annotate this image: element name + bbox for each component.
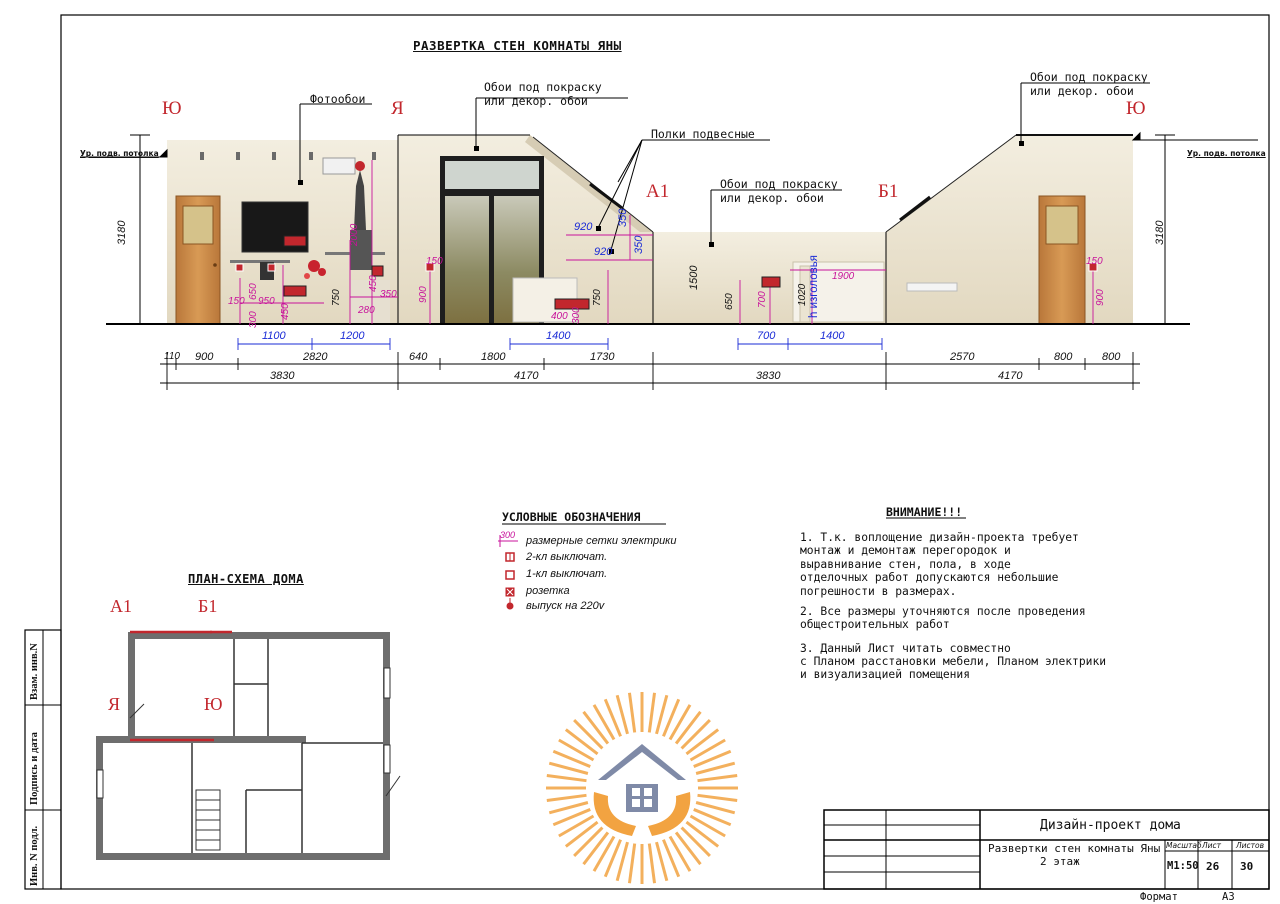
elec-dim: 750: [331, 289, 342, 306]
legend-symbols: [498, 535, 518, 610]
attention-line: 2. Все размеры уточняются после проведения: [800, 605, 1086, 618]
elec-dim: 900: [418, 286, 429, 303]
label-ceiling-right: Ур. подв. потолка: [1187, 149, 1266, 158]
elec-dim: 900: [1095, 289, 1106, 306]
elec-dim: 2000: [349, 223, 360, 246]
elec-dim: 300: [248, 311, 259, 328]
elec-dim: 450: [280, 303, 291, 320]
tb-sheet-name-1: Развертки стен комнаты Яны: [988, 842, 1161, 855]
legend-item-switch-2: 2-кл выключат.: [526, 551, 608, 563]
logo-ray: [574, 828, 602, 856]
format-value: А3: [1222, 891, 1235, 903]
attention-line: 3. Данный Лист читать совместно: [800, 642, 1011, 655]
plan-label-yu: Ю: [204, 694, 223, 714]
height-right: 3180: [1154, 220, 1166, 245]
shelf-dim: 920: [574, 221, 593, 233]
logo-ray: [682, 720, 710, 748]
logo-ray: [698, 795, 738, 800]
logo-ray: [629, 844, 634, 884]
dim-value: 110: [164, 351, 180, 362]
logo-ray: [584, 832, 608, 864]
marker-a1: А1: [646, 181, 670, 202]
logo-ray: [566, 730, 598, 754]
blue-dim: 1400: [546, 330, 571, 342]
label-paint-wallpaper-3: Обои под покраску: [1030, 70, 1148, 84]
height-left: 3180: [116, 220, 128, 245]
elec-dim: 150: [1086, 256, 1103, 267]
marker-yu-right: Ю: [1126, 98, 1146, 119]
elec-dim: 450: [368, 275, 379, 292]
ceiling-level-right: [1133, 133, 1258, 324]
tb-project: Дизайн-проект дома: [1040, 818, 1181, 833]
elec-dim: 650: [724, 293, 735, 310]
logo-ray: [574, 720, 602, 748]
blue-dim: 1200: [340, 330, 365, 342]
dim-value: 640: [409, 351, 428, 363]
legend-item-grid: размерные сетки электрики: [526, 535, 677, 547]
label-paint-wallpaper-1: Обои под покраску: [484, 80, 602, 94]
height-mid: 1500: [688, 265, 700, 290]
tb-h-sheets: Листов: [1236, 841, 1265, 850]
legend-sample: 300: [500, 530, 516, 540]
logo-ray: [566, 822, 598, 846]
marker-b1: Б1: [878, 181, 899, 202]
label-paint-wallpaper-2: Обои под покраску: [720, 177, 838, 191]
format-label: Формат: [1140, 891, 1178, 903]
logo-ray: [629, 693, 634, 733]
logo-ray: [649, 844, 654, 884]
attention-line: и визуализацией помещения: [800, 668, 971, 681]
label-photo-wallpaper: Фотообои: [310, 92, 366, 106]
legend-item-socket: розетка: [526, 585, 570, 597]
label-decor-wallpaper-1: или декор. обои: [484, 94, 588, 108]
attention-line: монтаж и демонтаж перегородок и: [800, 544, 1011, 557]
label-ceiling-left: Ур. подв. потолка: [80, 149, 159, 158]
dim-value: 4170: [514, 370, 539, 382]
logo-ray: [698, 775, 738, 780]
tb-scale: М1:50: [1167, 860, 1199, 872]
elec-dim: 350: [380, 289, 397, 300]
tb-h-sheet: Лист: [1202, 841, 1222, 850]
legend-item-switch-1: 1-кл выключат.: [526, 568, 608, 580]
tb-sheet-name-2: 2 этаж: [1040, 855, 1080, 868]
attention-line: выравнивание стен, пола, в ходе: [800, 558, 1011, 571]
main-title: РАЗВЕРТКА СТЕН КОМНАТЫ ЯНЫ: [413, 38, 622, 53]
logo-ray: [686, 822, 718, 846]
plan-title: ПЛАН-СХЕМА ДОМА: [188, 572, 304, 586]
stamp-inv-orig: Инв. N подл.: [29, 825, 40, 886]
blue-dim: 1400: [820, 330, 845, 342]
label-headboard: h изголовья: [808, 255, 820, 318]
marker-ya: Я: [391, 98, 404, 119]
stamp-replace-inv: Взам. инв.N: [29, 643, 40, 700]
elec-dim: 300: [571, 307, 582, 324]
floor-plan: [96, 632, 400, 860]
logo-ray: [584, 712, 608, 744]
tb-sheet: 26: [1206, 860, 1220, 873]
dim-value: 800: [1102, 351, 1121, 363]
logo-ray: [686, 730, 718, 754]
label-shelves: Полки подвесные: [651, 127, 755, 141]
dim-value: 1730: [590, 351, 615, 363]
shelf-dim: 920: [594, 246, 613, 258]
attention-line: отделочных работ допускаются небольшие: [800, 571, 1059, 584]
plan-label-a1: А1: [110, 596, 132, 616]
tb-h-scale: Масштаб: [1166, 841, 1202, 850]
logo-ray: [682, 828, 710, 856]
label-decor-wallpaper-3: или декор. обои: [1030, 84, 1134, 98]
legend-title: УСЛОВНЫЕ ОБОЗНАЧЕНИЯ: [502, 510, 641, 524]
shelf-dim: 350: [617, 208, 629, 227]
logo-ray: [676, 712, 700, 744]
dim-value: 800: [1054, 351, 1073, 363]
elec-dim: 150: [426, 256, 443, 267]
elec-dim: 650: [248, 283, 259, 300]
plan-label-ya: Я: [108, 694, 121, 714]
elec-dim: 1900: [832, 271, 855, 282]
dim-value: 3830: [270, 370, 295, 382]
marker-yu-left: Ю: [162, 98, 182, 119]
attention-line: 1. Т.к. воплощение дизайн-проекта требует: [800, 531, 1079, 544]
elec-dim: 150: [228, 296, 245, 307]
logo-watermark: [546, 692, 738, 884]
shelf-dim: 350: [633, 235, 645, 254]
logo-ray: [547, 795, 587, 800]
elec-dim: 280: [358, 305, 375, 316]
attention-line: погрешности в размерах.: [800, 585, 957, 598]
plan-label-b1: Б1: [198, 596, 218, 616]
dim-value: 2820: [303, 351, 328, 363]
attention-line: с Планом расстановки мебели, Планом электрики: [800, 655, 1107, 668]
elec-dim: 750: [592, 289, 603, 306]
wall-ya-a1: [398, 135, 653, 324]
dim-value: 4170: [998, 370, 1023, 382]
dim-value: 1800: [481, 351, 506, 363]
dim-value: 900: [195, 351, 214, 363]
elec-dim: 1020: [797, 283, 808, 306]
stamp-signature-date: Подпись и дата: [29, 732, 40, 805]
dim-value: 2570: [950, 351, 975, 363]
tb-sheets: 30: [1240, 860, 1254, 873]
logo-ray: [649, 693, 654, 733]
blue-dim: 700: [757, 330, 776, 342]
blue-dim: 1100: [262, 330, 286, 342]
logo-ray: [676, 832, 700, 864]
dim-value: 3830: [756, 370, 781, 382]
elec-dim: 400: [551, 311, 568, 322]
logo-ray: [547, 775, 587, 780]
attention-title: ВНИМАНИЕ!!!: [886, 505, 963, 519]
elec-dim: 950: [258, 296, 275, 307]
label-decor-wallpaper-2: или декор. обои: [720, 191, 824, 205]
elec-dim: 700: [757, 291, 768, 308]
legend-item-outlet-220: выпуск на 220v: [526, 600, 605, 612]
attention-line: общестроительных работ: [800, 618, 950, 631]
